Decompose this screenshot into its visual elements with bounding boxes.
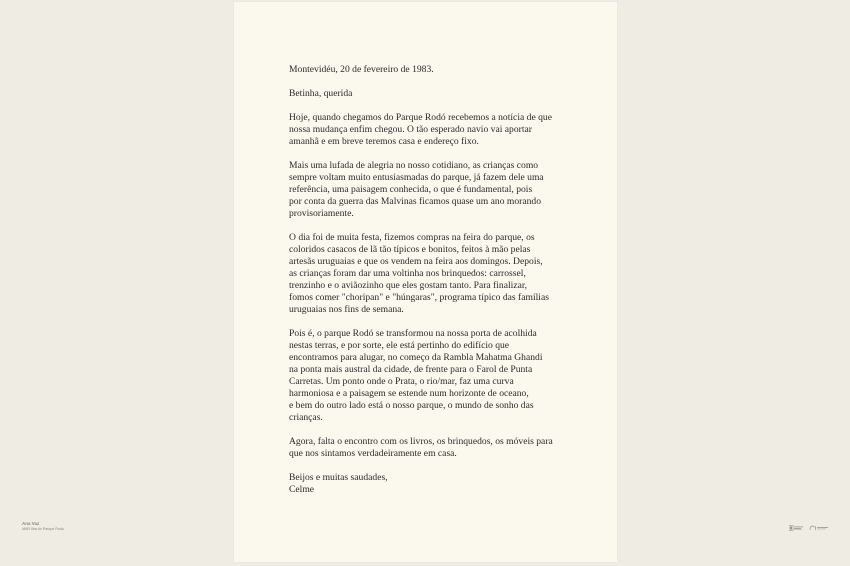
- letter-date: Montevidéu, 20 de fevereiro de 1983.: [289, 64, 434, 75]
- letter-line: as crianças foram dar uma voltinha nos brinquedos: carrossel,: [289, 268, 526, 279]
- letter-line: provisoriamente.: [289, 208, 354, 219]
- letter-line: Mais uma lufada de alegria no nosso cotidiano, as crianças como: [289, 160, 539, 171]
- partner-logo-icon: [809, 525, 829, 531]
- letter-line: nestas terras, e por sorte, ele está pertinho do edifício que: [289, 340, 510, 351]
- letter-line: que nos sintamos verdadeiramente em casa.: [289, 448, 457, 459]
- letter-line: por conta da guerra das Malvinas ficamos quase um ano morando: [289, 196, 542, 207]
- letter-line: Pois é, o parque Rodó se transformou na nossa porta de acolhida: [289, 328, 537, 339]
- letter-paragraph-3: [289, 232, 579, 316]
- letter-line: uruguaias nos fins de semana.: [289, 304, 404, 315]
- letter-line: nossa mudança enfim chegou. O tão esperado navio vai aportar: [289, 124, 532, 135]
- letter-greeting: Betinha, querida: [289, 88, 353, 99]
- letter-signature: Celme: [289, 484, 315, 495]
- footer-caption: [22, 521, 64, 532]
- letter-line: sempre voltam muito entusiasmadas do parque, já fazem dele uma: [289, 172, 544, 183]
- letter-paragraph-1: [289, 112, 579, 148]
- letter-line: coloridos casacos de lã tão típicos e bonitos, feitos à mão pelas: [289, 244, 531, 255]
- letter-line: e bem do outro lado está o nosso parque, o mundo de sonho das: [289, 400, 534, 411]
- letter-sheet: [234, 2, 617, 562]
- letter-paragraph-2: [289, 160, 579, 220]
- letter-line: encontramos para alugar, no começo da Rambla Mahatma Ghandi: [289, 352, 543, 363]
- letter-signoff: [289, 472, 579, 496]
- letter-line: Agora, falta o encontro com os livros, os brinquedos, os móveis para: [289, 436, 553, 447]
- letter-line: Hoje, quando chegamos do Parque Rodó recebemos a notícia de que: [289, 112, 552, 123]
- letter-line: O dia foi de muita festa, fizemos compras na feira do parque, os: [289, 232, 535, 243]
- letter-paragraph-5: [289, 436, 579, 460]
- letter-body: [289, 64, 579, 496]
- institution-logo-icon: [789, 525, 803, 531]
- letter-line: crianças.: [289, 412, 323, 423]
- letter-line: referência, uma paisagem conhecida, o que é fundamental, pois: [289, 184, 533, 195]
- letter-line: na ponta mais austral da cidade, de frente para o Farol de Punta: [289, 364, 533, 375]
- footer-logos: [789, 525, 829, 531]
- letter-line: artesãs uruguaias e que os vendem na feira aos domingos. Depois,: [289, 256, 543, 267]
- footer-title: Ana Vaz: [22, 521, 40, 526]
- letter-line: harmoniosa e a paisagem se estende num horizonte de oceano,: [289, 388, 529, 399]
- letter-paragraph-4: [289, 328, 579, 424]
- footer-subtitle: MAR Ilha do Parque Rodó: [22, 527, 64, 531]
- letter-line: trenzinho e o aviãozinho que eles gostam tanto. Para finalizar,: [289, 280, 528, 291]
- letter-line: amanhã e em breve teremos casa e endereço fixo.: [289, 136, 479, 147]
- letter-line: Carretas. Um ponto onde o Prata, o rio/mar, faz uma curva: [289, 376, 514, 387]
- letter-closing: Beijos e muitas saudades,: [289, 472, 388, 483]
- letter-line: fomos comer "choripan" e "húngaras", programa típico das famílias: [289, 292, 549, 303]
